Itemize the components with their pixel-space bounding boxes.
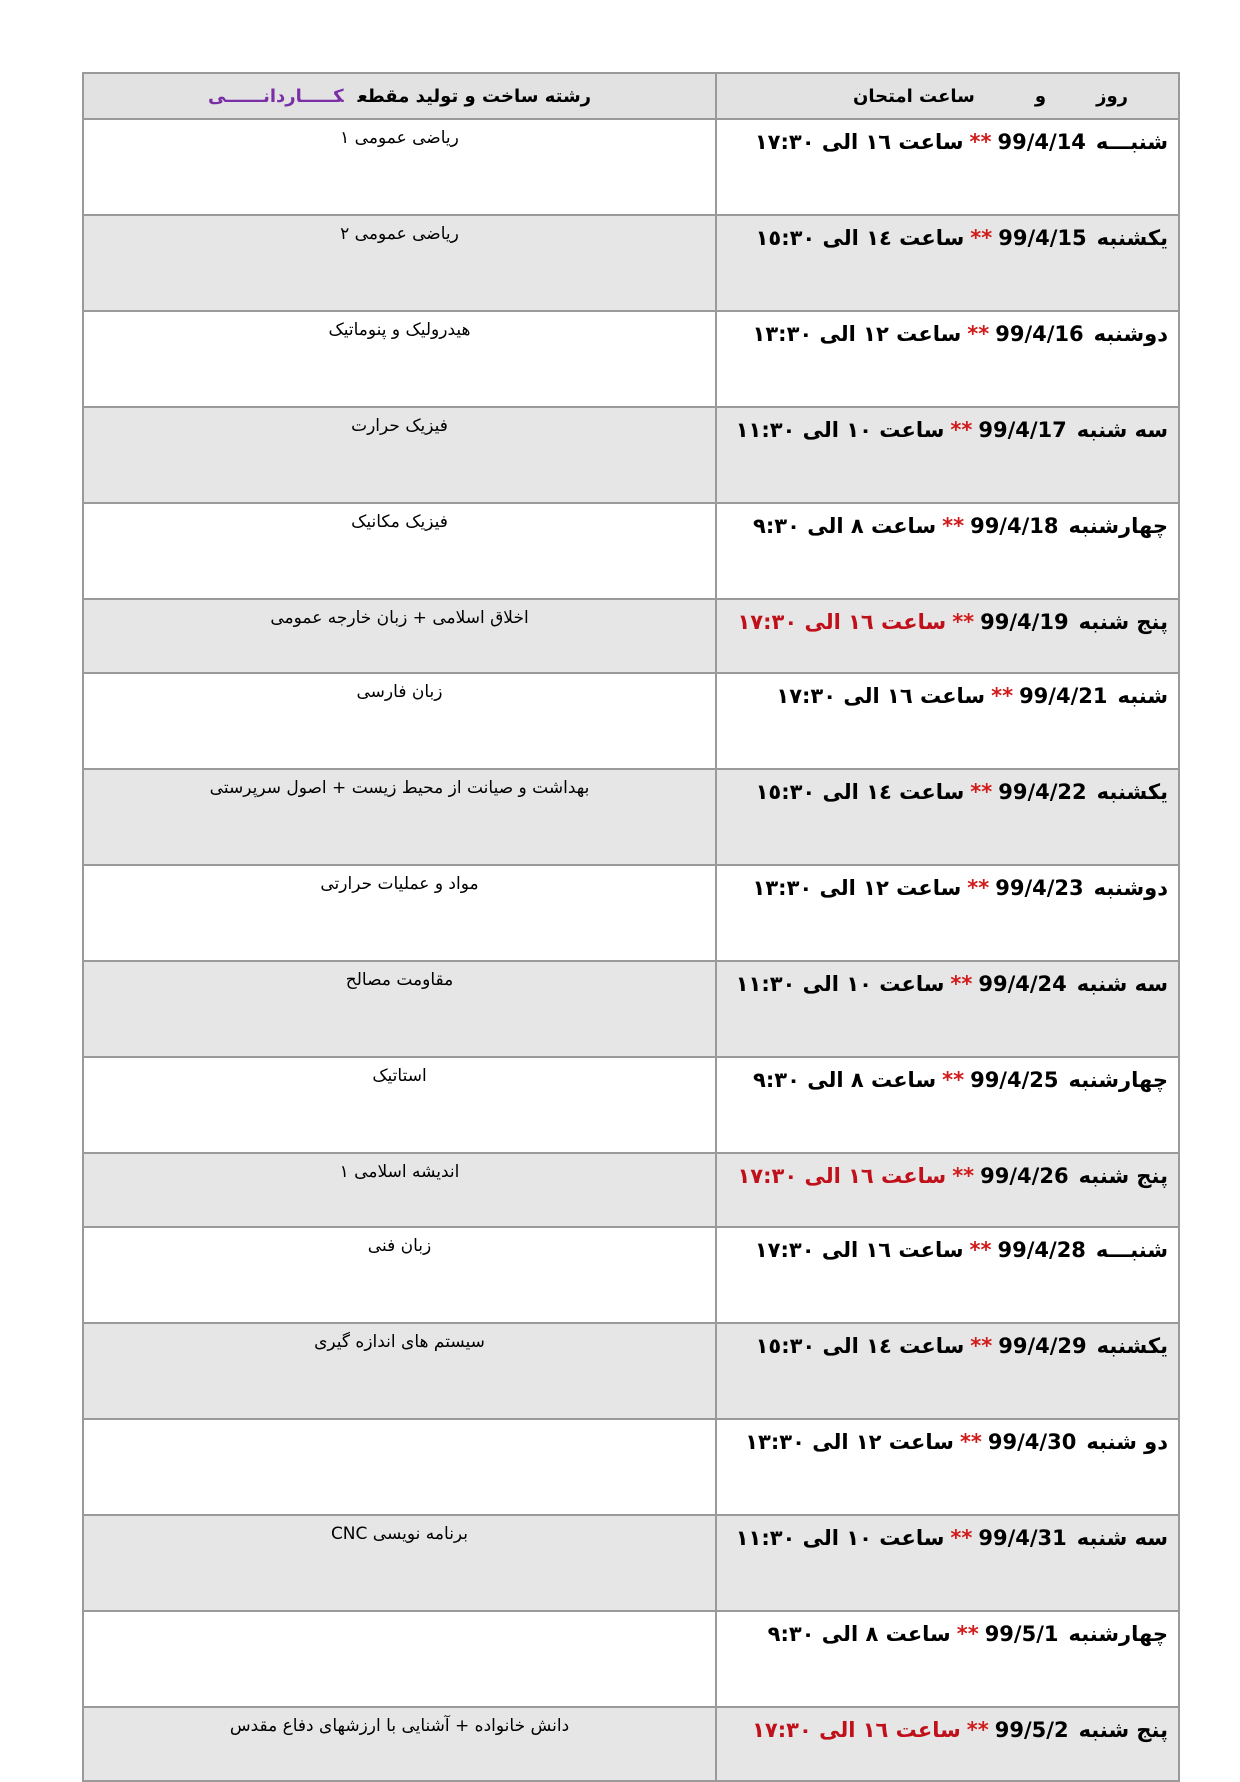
table-row — [83, 599, 1179, 673]
course-cell: دانش خانواده + آشنایی با ارزشهای دفاع مقدس — [83, 1707, 716, 1781]
day-cell: شنبه99/4/21**ساعت ١٦ الی ١٧:٣٠ — [716, 673, 1179, 769]
table-row — [83, 1323, 1179, 1419]
stars-icon: ** — [970, 226, 993, 250]
stars-icon: ** — [942, 1068, 965, 1092]
stars-icon: ** — [942, 514, 965, 538]
stars-icon: ** — [991, 684, 1014, 708]
day-cell: سه شنبه99/4/31**ساعت ١٠ الی ١١:٣٠ — [716, 1515, 1179, 1611]
day-cell: سه شنبه99/4/17**ساعت ١٠ الی ١١:٣٠ — [716, 407, 1179, 503]
day-cell: دوشنبه99/4/16**ساعت ١٢ الی ١٣:٣٠ — [716, 311, 1179, 407]
header-and-word: و — [1034, 85, 1047, 107]
stars-icon: ** — [950, 418, 973, 442]
table-row — [83, 1227, 1179, 1323]
course-cell: مقاومت مصالح — [83, 961, 716, 1057]
table-row — [83, 503, 1179, 599]
stars-icon: ** — [969, 1238, 992, 1262]
course-cell: زبان فارسی — [83, 673, 716, 769]
table-header-row — [83, 73, 1179, 119]
course-cell: ریاضی عمومی ١ — [83, 119, 716, 215]
stars-icon: ** — [950, 972, 973, 996]
table-row — [83, 865, 1179, 961]
course-cell — [83, 1611, 716, 1707]
course-cell: اندیشه اسلامی ١ — [83, 1153, 716, 1227]
stars-icon: ** — [969, 130, 992, 154]
day-cell: سه شنبه99/4/24**ساعت ١٠ الی ١١:٣٠ — [716, 961, 1179, 1057]
header-time-phrase: ساعت امتحان — [853, 85, 975, 107]
header-course — [83, 73, 716, 119]
stars-icon: ** — [959, 1430, 982, 1454]
course-cell: فیزیک مکانیک — [83, 503, 716, 599]
table-row — [83, 1153, 1179, 1227]
stars-icon: ** — [952, 610, 975, 634]
stars-icon: ** — [967, 322, 990, 346]
course-cell: اخلاق اسلامی + زبان خارجه عمومی — [83, 599, 716, 673]
header-day-word: روز — [1096, 85, 1128, 107]
day-cell: یکشنبه99/4/22**ساعت ١٤ الی ١٥:٣٠ — [716, 769, 1179, 865]
day-cell: پنج شنبه99/4/19**ساعت ١٦ الی ١٧:٣٠ — [716, 599, 1179, 673]
course-cell: برنامه نویسی CNC — [83, 1515, 716, 1611]
header-course-title: رشته ساخت و تولید مقطع — [357, 85, 592, 107]
table-row — [83, 673, 1179, 769]
course-cell: بهداشت و صیانت از محیط زیست + اصول سرپرستی — [83, 769, 716, 865]
course-cell — [83, 1419, 716, 1515]
day-cell: دوشنبه99/4/23**ساعت ١٢ الی ١٣:٣٠ — [716, 865, 1179, 961]
day-cell: چهارشنبه99/4/25**ساعت ٨ الی ٩:٣٠ — [716, 1057, 1179, 1153]
day-cell: پنج شنبه99/4/26**ساعت ١٦ الی ١٧:٣٠ — [716, 1153, 1179, 1227]
table-row — [83, 407, 1179, 503]
day-cell: چهارشنبه99/4/18**ساعت ٨ الی ٩:٣٠ — [716, 503, 1179, 599]
table-row — [83, 1707, 1179, 1781]
table-row — [83, 1611, 1179, 1707]
course-cell: فیزیک حرارت — [83, 407, 716, 503]
day-cell: شنبـــه99/4/14**ساعت ١٦ الی ١٧:٣٠ — [716, 119, 1179, 215]
stars-icon: ** — [966, 1718, 989, 1742]
stars-icon: ** — [952, 1164, 975, 1188]
day-cell: یکشنبه99/4/15**ساعت ١٤ الی ١٥:٣٠ — [716, 215, 1179, 311]
header-degree: کـــــاردانــــــی — [207, 85, 344, 107]
course-cell: مواد و عملیات حرارتی — [83, 865, 716, 961]
table-row — [83, 1515, 1179, 1611]
stars-icon: ** — [967, 876, 990, 900]
day-cell: یکشنبه99/4/29**ساعت ١٤ الی ١٥:٣٠ — [716, 1323, 1179, 1419]
table-row — [83, 1419, 1179, 1515]
course-cell: هیدرولیک و پنوماتیک — [83, 311, 716, 407]
stars-icon: ** — [970, 780, 993, 804]
course-cell: ریاضی عمومی ٢ — [83, 215, 716, 311]
table-row — [83, 311, 1179, 407]
exam-schedule-table — [82, 72, 1180, 1782]
table-row — [83, 961, 1179, 1057]
day-cell: چهارشنبه99/5/1**ساعت ٨ الی ٩:٣٠ — [716, 1611, 1179, 1707]
header-day-time — [716, 73, 1179, 119]
table-row — [83, 1057, 1179, 1153]
day-cell: دو شنبه99/4/30**ساعت ١٢ الی ١٣:٣٠ — [716, 1419, 1179, 1515]
table-row — [83, 769, 1179, 865]
stars-icon: ** — [956, 1622, 979, 1646]
stars-icon: ** — [950, 1526, 973, 1550]
course-cell: سیستم های اندازه گیری — [83, 1323, 716, 1419]
day-cell: پنج شنبه99/5/2**ساعت ١٦ الی ١٧:٣٠ — [716, 1707, 1179, 1781]
day-cell: شنبـــه99/4/28**ساعت ١٦ الی ١٧:٣٠ — [716, 1227, 1179, 1323]
course-cell: استاتیک — [83, 1057, 716, 1153]
stars-icon: ** — [970, 1334, 993, 1358]
table-row — [83, 119, 1179, 215]
table-row — [83, 215, 1179, 311]
course-cell: زبان فنی — [83, 1227, 716, 1323]
